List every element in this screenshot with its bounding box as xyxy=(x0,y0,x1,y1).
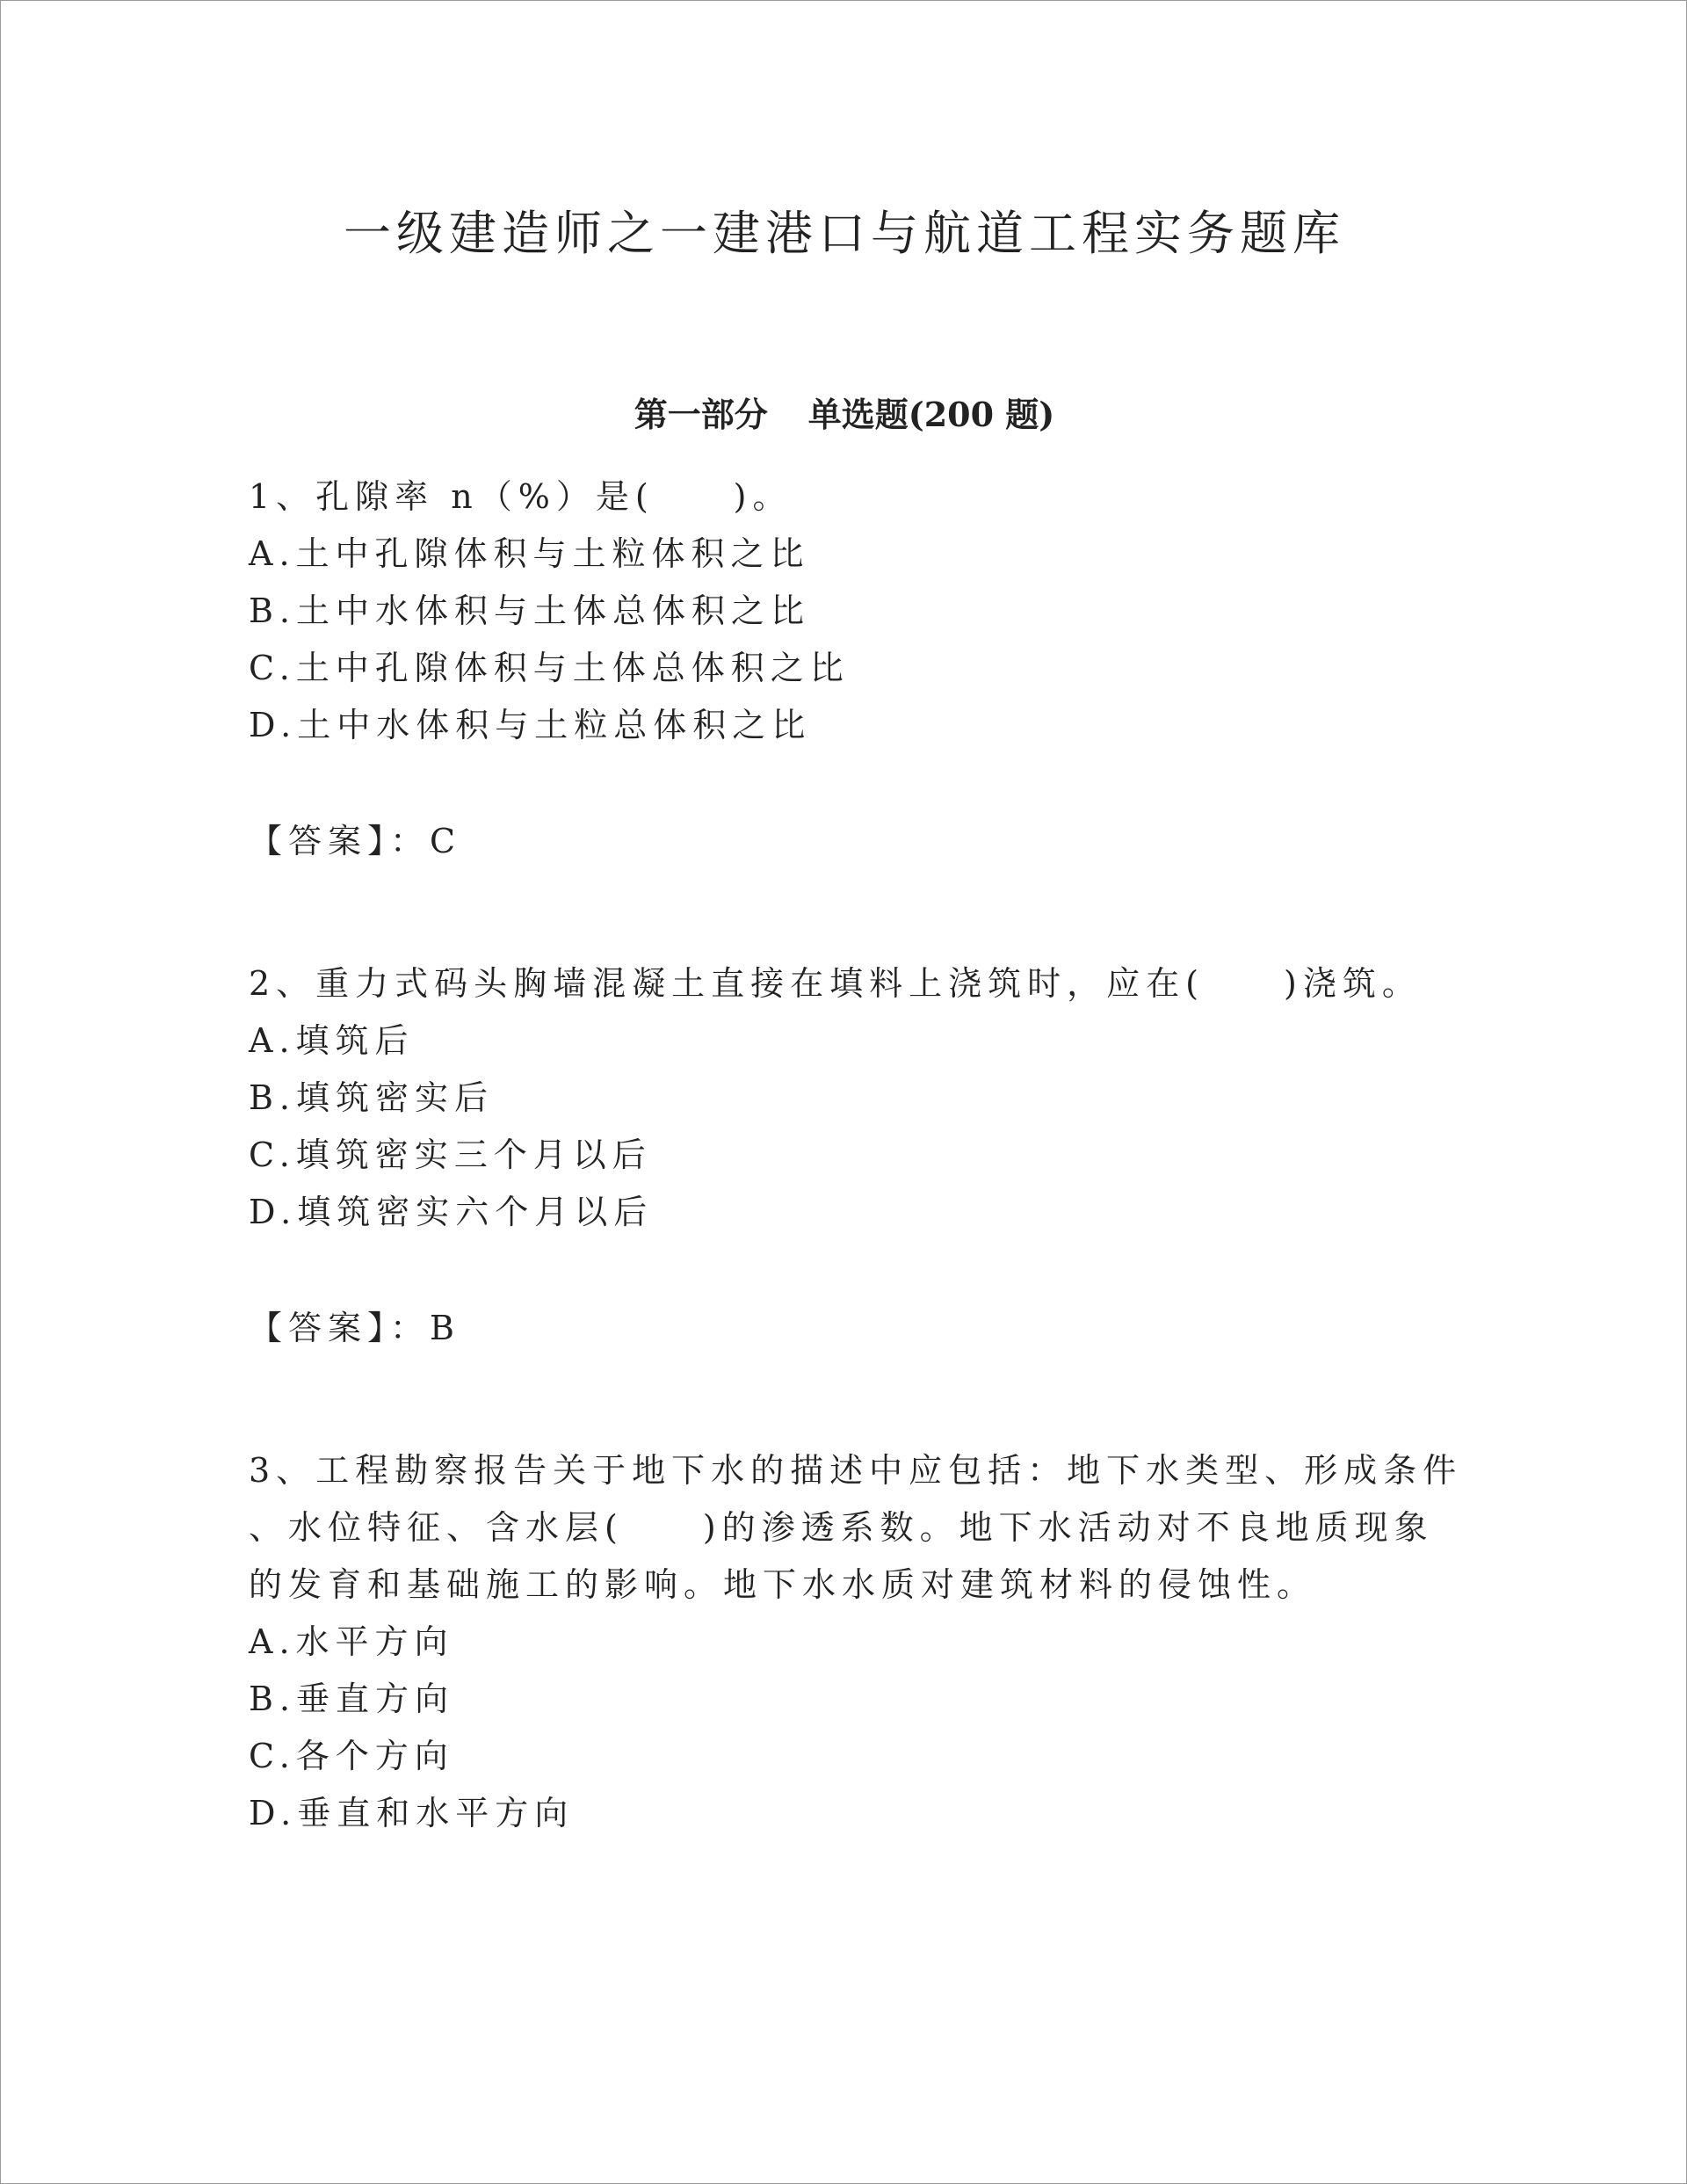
section-name: 单选题(200 题) xyxy=(807,395,1055,434)
question-1 xyxy=(249,468,1461,870)
question-stem: 1、孔隙率 n（%）是( )。 xyxy=(249,477,793,516)
option-b: B.土中水体积与土体总体积之比 xyxy=(249,591,811,630)
question-stem-line-2: 、水位特征、含水层( )的渗透系数。地下水活动对不良地质现象 xyxy=(249,1508,1434,1547)
question-stem-line-3: 的发育和基础施工的影响。地下水水质对建筑材料的侵蚀性。 xyxy=(249,1565,1317,1604)
option-b: B.垂直方向 xyxy=(249,1680,455,1718)
question-stem-line-1: 3、工程勘察报告关于地下水的描述中应包括：地下水类型、形成条件 xyxy=(249,1451,1463,1490)
option-b: B.填筑密实后 xyxy=(249,1078,495,1117)
option-a: A.土中孔隙体积与土粒体积之比 xyxy=(249,534,810,573)
section-title xyxy=(1,388,1687,436)
option-c: C.各个方向 xyxy=(249,1737,454,1775)
question-stem: 2、重力式码头胸墙混凝土直接在填料上浇筑时，应在( )浇筑。 xyxy=(249,964,1422,1003)
question-2 xyxy=(249,955,1461,1357)
option-d: D.垂直和水平方向 xyxy=(249,1794,575,1832)
option-c: C.填筑密实三个月以后 xyxy=(249,1136,652,1174)
question-list xyxy=(249,468,1461,1842)
option-c: C.土中孔隙体积与土体总体积之比 xyxy=(249,649,850,687)
document-title: 一级建造师之一建港口与航道工程实务题库 xyxy=(344,206,1345,261)
option-a: A.填筑后 xyxy=(249,1021,415,1060)
option-d: D.填筑密实六个月以后 xyxy=(249,1193,654,1231)
section-part: 第一部分 xyxy=(634,395,768,434)
option-a: A.水平方向 xyxy=(249,1622,454,1661)
option-d: D.土中水体积与土粒总体积之比 xyxy=(249,706,812,744)
question-3 xyxy=(249,1442,1461,1842)
answer-label: 【答案】：C xyxy=(249,822,462,860)
answer-label: 【答案】：B xyxy=(249,1309,460,1347)
